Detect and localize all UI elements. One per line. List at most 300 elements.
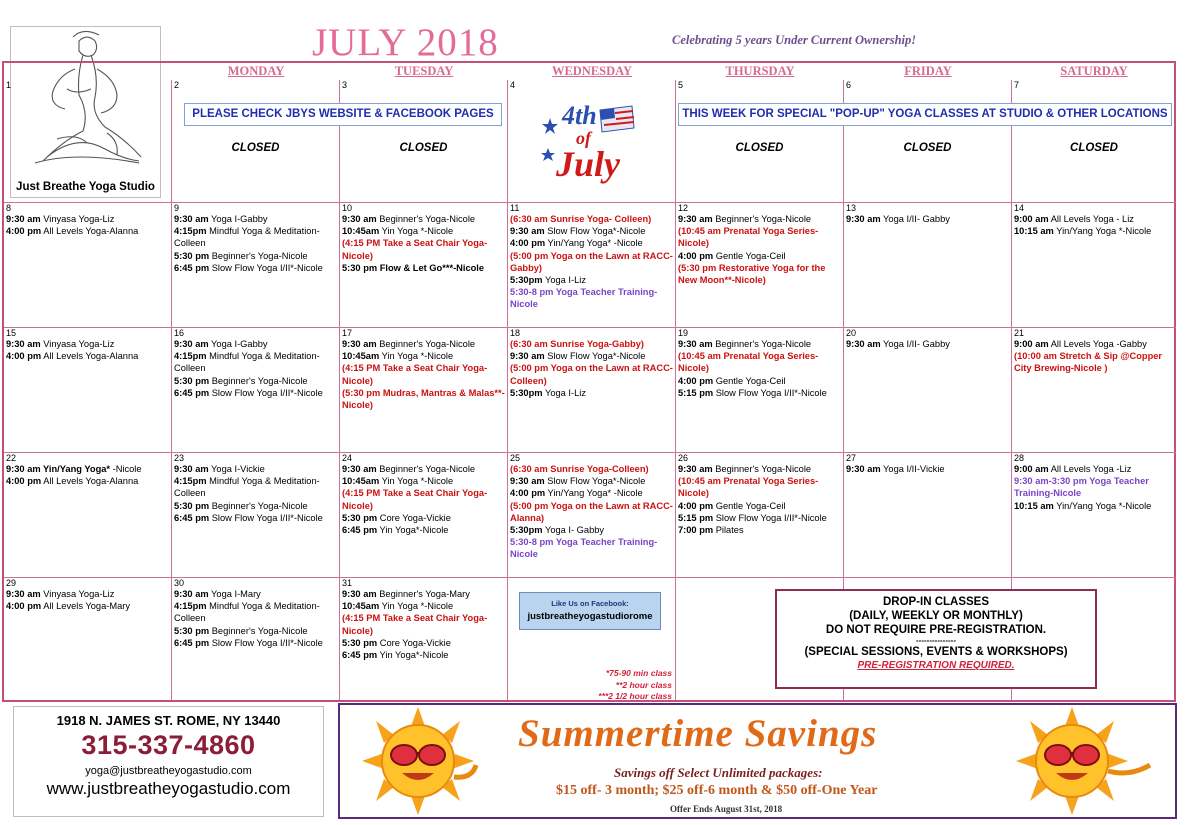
day-number: 7 [1014,80,1020,90]
class-name: Yin/Yang Yoga *-Nicole [1053,500,1152,511]
day-cell [4,453,172,578]
facebook-label: Like Us on Facebook: [551,599,629,608]
class-entry: (10:45 am Prenatal Yoga Series-Nicole) [678,476,819,499]
class-name: Beginner's Yoga-Nicole [712,339,812,349]
class-name: Core Yoga-Vickie [377,512,451,523]
class-entry [342,350,505,362]
class-name: Yoga I-Vickie [208,464,265,474]
class-time: 9:30 am [510,476,545,487]
class-entry: 5:30-8 pm Yoga Teacher Training-Nicole [510,537,658,560]
class-name: All Levels Yoga -Gabby [1048,339,1147,349]
class-name: Mindful Yoga & Meditation-Colleen [174,351,320,374]
class-name: Mindful Yoga & Meditation-Colleen [174,601,320,624]
summer-promo [338,703,1177,819]
class-entry [846,463,1009,475]
class-name: Yin Yoga*-Nicole [377,525,449,536]
class-name: Yin Yoga*-Nicole [377,650,449,661]
day-number: 14 [1014,203,1025,213]
day-number: 26 [678,453,689,463]
class-entry [678,463,841,475]
day-cell [4,328,172,453]
day-cell [676,203,844,328]
dropin-line: (SPECIAL SESSIONS, EVENTS & WORKSHOPS) [804,646,1068,658]
studio-logo-text: Just Breathe Yoga Studio [16,181,155,193]
class-time: 10:15 am [1014,500,1054,511]
class-entry [342,262,505,274]
day-header-tuesday: TUESDAY [394,64,454,78]
class-entry [174,262,337,274]
day-cell [172,328,340,453]
class-entry [510,237,673,249]
class-entry: (10:45 am Prenatal Yoga Series-Nicole) [678,226,819,249]
class-time: 6:45 pm [174,512,210,523]
class-name: Slow Flow Yoga I/II*-Nicole [209,387,323,398]
class-entry [174,213,337,225]
class-time: 9:30 am [6,339,41,349]
class-time: 9:30 am [174,339,209,349]
class-entry [174,637,337,649]
class-name: Yin Yoga *-Nicole [379,226,454,237]
class-entry: (5:00 pm Yoga on the Lawn at RACC-Colleen) [510,363,673,386]
day-cell [1012,203,1176,328]
class-entry [6,225,169,237]
class-time: 4:00 pm [6,226,42,237]
class-time: 7:00 pm [678,525,714,536]
class-entry: (4:15 PM Take a Seat Chair Yoga-Nicole) [342,238,488,261]
day-number: 24 [342,453,353,463]
class-time: 9:30 am Yin/Yang Yoga* [6,464,111,474]
class-time: 9:30 am [342,589,377,599]
class-name: Yin Yoga *-Nicole [379,476,454,487]
class-name: Yin/Yang Yoga *-Nicole [1053,226,1152,237]
class-name: Gentle Yoga-Ceil [713,250,786,261]
day-cell [172,203,340,328]
class-entry [510,487,673,499]
class-name: Slow Flow Yoga*-Nicole [544,226,646,237]
day-number: 3 [342,80,348,90]
class-entry [174,475,337,499]
promo-pricing: $15 off- 3 month; $25 off-6 month & $50 off-One Year [556,783,878,798]
closed-label: CLOSED [735,142,784,154]
class-time: 10:45am [342,476,380,487]
day-header-thursday: THURSDAY [725,64,795,78]
class-name: Yoga I-Gabby [208,214,268,224]
class-time: 4:00 pm [678,500,714,511]
class-name: Yoga I/II- Gabby [880,214,950,224]
class-name: Slow Flow Yoga*-Nicole [544,476,646,487]
class-name: Slow Flow Yoga*-Nicole [544,351,646,362]
holiday-mid: of [576,128,591,148]
class-time: 4:00 pm [6,601,42,612]
notice-banner-right: THIS WEEK FOR SPECIAL "POP-UP" YOGA CLASSES AT STUDIO & OTHER LOCATIONS [678,103,1172,126]
closed-label: CLOSED [399,142,448,154]
day-cell [340,578,508,700]
day-cell [340,328,508,453]
class-entry [174,387,337,399]
class-entry [678,338,841,350]
class-name: Slow Flow Yoga I/II*-Nicole [209,512,323,523]
class-name: Slow Flow Yoga I/II*-Nicole [713,387,827,398]
class-entry: (4:15 PM Take a Seat Chair Yoga-Nicole) [342,488,488,511]
class-name: -Nicole [110,464,142,474]
month-title: JULY 2018 [312,21,499,64]
class-time: 9:30 am [678,214,713,224]
promo-deadline: Offer Ends August 31st, 2018 [670,804,783,814]
class-entry: (6:30 am Sunrise Yoga- Colleen) [510,214,652,224]
class-name: All Levels Yoga - Liz [1048,214,1134,224]
class-time: 9:30 am [678,339,713,349]
class-length-legend [560,668,672,703]
dropin-separator: --------------- [916,636,956,645]
class-name: Flow & Let Go***-Nicole [377,262,485,273]
sun-left-icon [354,707,484,819]
class-time: 9:30 am [342,464,377,474]
class-name: Vinyasa Yoga-Liz [40,589,115,599]
day-number: 2 [174,80,180,90]
class-entry: (6:30 am Sunrise Yoga-Gabby) [510,339,644,349]
class-entry [342,524,505,536]
day-number: 15 [6,328,17,338]
class-time: 5:30 pm [174,500,210,511]
closed-label: CLOSED [903,142,952,154]
class-entry [174,350,337,374]
class-entry [342,475,505,487]
class-time: 9:00 am [1014,339,1049,349]
day-cell [172,578,340,700]
class-entry [678,213,841,225]
class-name: Slow Flow Yoga I/II*-Nicole [713,512,827,523]
class-name: All Levels Yoga-Alanna [41,351,139,362]
class-entry [1014,463,1174,475]
class-time: 9:00 am [1014,214,1049,224]
class-entry: (4:15 PM Take a Seat Chair Yoga-Nicole) [342,613,488,636]
class-time: 9:30 am [510,226,545,237]
class-time: 6:45 pm [174,262,210,273]
class-name: Yoga I-Liz [542,387,586,398]
contact-box [13,706,324,817]
class-name: Yoga I/II- Gabby [880,339,950,349]
phone-number[interactable]: 315-337-4860 [81,730,256,760]
class-entry [342,600,505,612]
legend-item: *75-90 min class [605,668,672,678]
class-name: Beginner's Yoga-Nicole [712,214,812,224]
class-entry [6,600,169,612]
day-number: 21 [1014,328,1025,338]
class-time: 10:45am [342,226,380,237]
class-time: 5:15 pm [678,387,714,398]
day-header-wednesday: WEDNESDAY [551,64,633,78]
day-number: 30 [174,578,185,588]
class-entry [678,250,841,262]
class-entry [846,213,1009,225]
class-entry [174,338,337,350]
class-name: Beginner's Yoga-Nicole [376,214,476,224]
class-entry [678,500,841,512]
class-name: Core Yoga-Vickie [377,637,451,648]
class-entry: (4:15 PM Take a Seat Chair Yoga-Nicole) [342,363,488,386]
day-cell [508,328,676,453]
class-entry [6,475,169,487]
day-cell [844,203,1012,328]
day-header-saturday: SATURDAY [1060,64,1128,78]
class-entry [1014,225,1174,237]
class-name: Yoga I/II-Vickie [880,464,945,474]
class-time: 4:00 pm [6,351,42,362]
class-entry [342,512,505,524]
class-time: 9:30 am [678,464,713,474]
day-cell [4,578,172,700]
class-entry [6,213,169,225]
day-cell [340,80,508,203]
class-name: Yin Yoga *-Nicole [379,601,454,612]
class-entry [510,475,673,487]
class-time: 4:00 pm [510,238,546,249]
class-time: 10:45am [342,351,380,362]
day-cell [1012,80,1176,203]
drop-in-notice [775,589,1097,689]
class-name: Yoga I-Mary [208,589,261,599]
class-entry [174,500,337,512]
facebook-box[interactable] [519,592,661,630]
class-entry [342,463,505,475]
class-entry [174,600,337,624]
class-entry [342,338,505,350]
class-name: Yin Yoga *-Nicole [379,351,454,362]
class-name: Yin/Yang Yoga* -Nicole [545,488,643,499]
address: 1918 N. JAMES ST. ROME, NY 13440 [56,713,281,728]
class-time: 9:30 am [6,214,41,224]
class-time: 5:30 pm [342,262,378,273]
class-time: 10:45am [342,601,380,612]
day-number: 29 [6,578,17,588]
class-name: Mindful Yoga & Meditation-Colleen [174,476,320,499]
class-entry [342,588,505,600]
class-entry [174,588,337,600]
class-name: Pilates [713,525,744,536]
class-time: 5:30pm [510,525,543,536]
day-header-friday: FRIDAY [904,64,952,78]
day-number: 13 [846,203,857,213]
class-time: 6:45 pm [342,650,378,661]
class-entry: (5:30 pm Restorative Yoga for the New Moon**-Nicole) [678,262,826,286]
day-cell [676,80,844,203]
day-number: 9 [174,203,180,213]
class-time: 9:30 am [846,339,881,349]
class-time: 4:00 pm [6,476,42,487]
day-cell [844,453,1012,578]
class-time: 9:30 am [6,589,41,599]
day-cell [508,80,676,203]
class-name: Beginner's Yoga-Nicole [209,625,308,636]
class-time: 9:00 am [1014,464,1049,474]
class-time: 6:45 pm [174,387,210,398]
class-time: 5:30 pm [342,512,378,523]
class-entry: (10:45 am Prenatal Yoga Series-Nicole) [678,351,819,374]
day-number: 31 [342,578,353,588]
class-name: Beginner's Yoga-Nicole [209,250,308,261]
day-number: 23 [174,453,185,463]
class-entry: (5:00 pm Yoga on the Lawn at RACC-Gabby) [510,250,673,273]
class-entry [174,512,337,524]
class-name: Yoga I-Gabby [208,339,268,349]
holiday-bottom: July [556,144,621,184]
class-entry [342,637,505,649]
legend-item: **2 hour class [615,679,672,690]
day-number: 28 [1014,453,1025,463]
class-entry [174,625,337,637]
class-entry [1014,338,1174,350]
day-cell [1012,328,1176,453]
class-name: Gentle Yoga-Ceil [713,375,786,386]
day-number: 16 [174,328,185,338]
tagline: Celebrating 5 years Under Current Ownership! [672,33,917,47]
class-entry [678,512,841,524]
class-time: 9:30 am [846,214,881,224]
class-time: 5:30 pm [174,625,210,636]
day-number: 5 [678,80,684,90]
day-cell [676,328,844,453]
class-entry: (6:30 am Sunrise Yoga-Colleen) [510,464,649,474]
day-cell [844,80,1012,203]
class-entry [6,463,169,475]
promo-subtitle: Savings off Select Unlimited packages: [614,765,823,780]
class-time: 4:15pm [174,476,207,487]
day-number: 25 [510,453,521,463]
dropin-line: DO NOT REQUIRE PRE-REGISTRATION. [825,624,1047,636]
class-entry [342,225,505,237]
day-number: 27 [846,453,857,463]
class-name: Beginner's Yoga-Nicole [209,375,308,386]
class-name: Vinyasa Yoga-Liz [40,214,115,224]
class-name: Yin/Yang Yoga* -Nicole [545,238,643,249]
class-time: 9:30 am [846,464,881,474]
class-name: All Levels Yoga-Alanna [41,476,139,487]
day-number: 12 [678,203,689,213]
day-number: 20 [846,328,857,338]
dropin-line: (DAILY, WEEKLY OR MONTHLY) [849,610,1023,622]
fourth-of-july-graphic [538,88,648,198]
day-cell [340,453,508,578]
class-time: 4:00 pm [510,488,546,499]
day-number: 11 [510,203,520,213]
class-entry [1014,500,1174,512]
class-time: 5:30pm [510,387,543,398]
class-name: Beginner's Yoga-Mary [376,589,470,599]
class-time: 6:45 pm [174,637,210,648]
day-number: 22 [6,453,17,463]
class-entry [174,463,337,475]
class-time: 4:00 pm [678,375,714,386]
day-number: 1 [6,80,12,90]
dropin-line: DROP-IN CLASSES [882,596,990,608]
class-name: Beginner's Yoga-Nicole [209,500,308,511]
facebook-url[interactable]: justbreatheyogastudiorome [527,611,653,622]
class-name: Yoga I- Gabby [542,525,605,536]
class-entry [174,375,337,387]
class-entry [678,387,841,399]
class-entry [510,225,673,237]
day-cell [4,80,172,203]
class-time: 9:30 am [174,464,209,474]
class-entry: 9:30 am-3:30 pm Yoga Teacher Training-Nicole [1014,476,1149,499]
class-entry: (5:30 pm Mudras, Mantras & Malas**-Nicole) [342,387,505,411]
class-time: 4:15pm [174,601,207,612]
class-time: 9:30 am [342,339,377,349]
day-cell [844,328,1012,453]
class-name: All Levels Yoga -Liz [1048,464,1132,474]
day-cell [172,80,340,203]
class-name: Beginner's Yoga-Nicole [712,464,812,474]
class-entry [6,350,169,362]
class-time: 6:45 pm [342,525,378,536]
class-entry [510,274,673,286]
website-link[interactable]: www.justbreatheyogastudio.com [46,779,291,798]
class-time: 4:15pm [174,351,207,362]
class-time: 5:15 pm [678,512,714,523]
holiday-top: 4th [562,101,597,130]
day-number: 17 [342,328,353,338]
class-entry [510,350,673,362]
class-time: 5:30 pm [342,637,378,648]
notice-banner-left: PLEASE CHECK JBYS WEBSITE & FACEBOOK PAGES [184,103,502,126]
preregistration-required: PRE-REGISTRATION REQUIRED. [857,660,1015,671]
class-entry [1014,213,1174,225]
class-entry [342,213,505,225]
class-time: 9:30 am [174,589,209,599]
class-time: 5:30 pm [174,250,210,261]
legend-item: ***2 1/2 hour class [598,691,672,701]
day-number: 6 [846,80,852,90]
class-time: 5:30pm [510,275,543,286]
class-entry [846,338,1009,350]
class-name: Slow Flow Yoga I/II*-Nicole [209,637,323,648]
day-cell [172,453,340,578]
class-name: All Levels Yoga-Mary [41,601,131,612]
day-cell [508,453,676,578]
class-time: 4:15pm [174,226,207,237]
class-entry [678,375,841,387]
class-entry [510,387,673,399]
class-time: 5:30 pm [174,375,210,386]
class-entry: (5:00 pm Yoga on the Lawn at RACC-Alanna) [510,500,673,523]
promo-title: Summertime Savings [518,712,878,755]
closed-label: CLOSED [1070,142,1118,154]
class-name: Beginner's Yoga-Nicole [376,339,476,349]
email-link[interactable]: yoga@justbreatheyogastudio.com [85,765,252,777]
class-entry [678,524,841,536]
day-cell [676,453,844,578]
class-name: Beginner's Yoga-Nicole [376,464,476,474]
class-entry: 5:30-8 pm Yoga Teacher Training-Nicole [510,287,658,310]
day-number: 19 [678,328,689,338]
class-entry [342,649,505,661]
class-time: 4:00 pm [678,250,714,261]
day-cell [508,203,676,328]
class-time: 9:30 am [174,214,209,224]
day-cell [1012,453,1176,578]
class-name: Mindful Yoga & Meditation-Colleen [174,226,320,249]
class-entry: (10:00 am Stretch & Sip @Copper City Brewing-Nicole ) [1014,351,1163,374]
day-header-monday: MONDAY [227,64,285,78]
class-entry [174,250,337,262]
class-entry [6,338,169,350]
class-time: 9:30 am [342,214,377,224]
day-number: 18 [510,328,521,338]
day-cell [4,203,172,328]
day-number: 8 [6,203,12,213]
class-name: All Levels Yoga-Alanna [41,226,139,237]
class-time: 9:30 am [510,351,545,362]
